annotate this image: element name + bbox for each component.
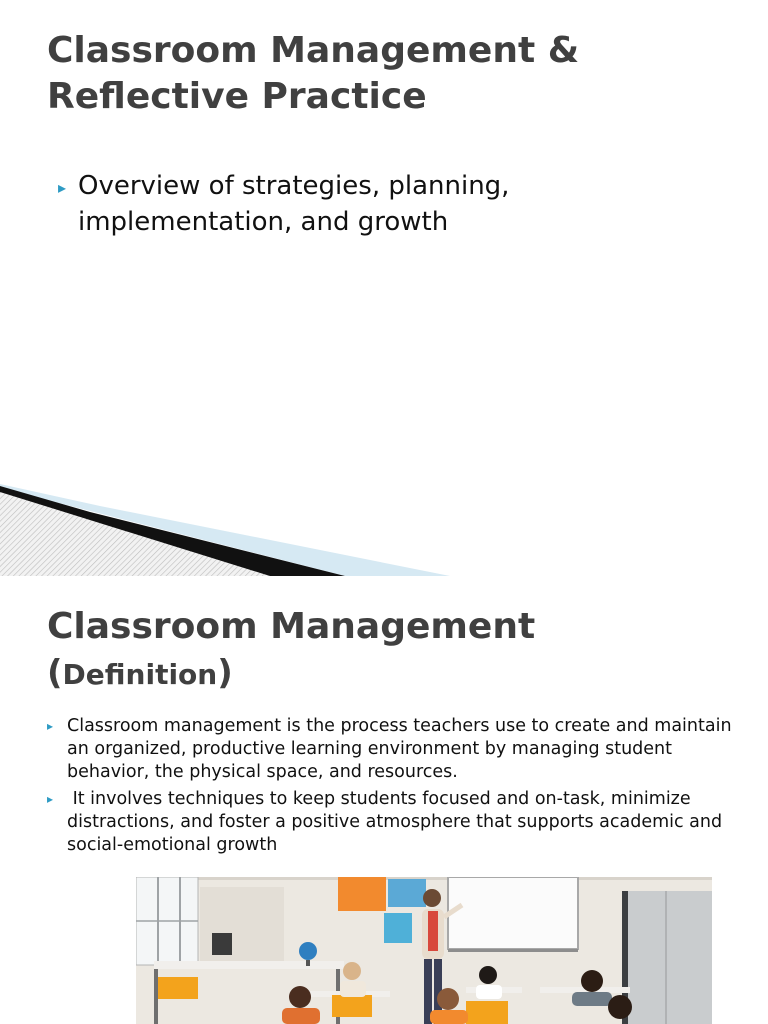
slide-1-title (47, 28, 737, 120)
title-subtitle: Definition (62, 658, 218, 691)
slide-1-bullet-list (56, 168, 676, 244)
title-main: Classroom Management (47, 606, 536, 647)
slide-2-bullet-list (45, 715, 750, 861)
title-line-1: Classroom Management & (47, 30, 580, 71)
classroom-illustration (136, 877, 712, 1024)
title-paren-close: ) (217, 653, 233, 693)
triangle-right-icon: ▸ (58, 178, 67, 197)
triangle-right-icon: ▸ (47, 719, 54, 733)
bullet-text: Classroom management is the process teachers use to create and maintain an organized, productive learning environment by managing student behavior, the physical space, and resources. (67, 716, 732, 782)
slide-2-title (47, 604, 737, 698)
slide-2 (0, 576, 768, 1024)
title-paren-open: ( (47, 653, 63, 693)
bullet-text: It involves techniques to keep students focused and on-task, minimize distractions, and foster a positive atmosphere that supports academic and social-emotional growth (67, 789, 728, 855)
bullet-text: Overview of strategies, planning, implementation, and growth (78, 171, 510, 237)
triangle-right-icon: ▸ (47, 792, 54, 806)
classroom-photo (136, 877, 712, 1024)
list-item (45, 788, 750, 857)
list-item (45, 715, 750, 784)
decorative-swoosh (0, 470, 768, 576)
title-line-2: Reflective Practice (47, 76, 427, 117)
list-item (56, 168, 676, 240)
